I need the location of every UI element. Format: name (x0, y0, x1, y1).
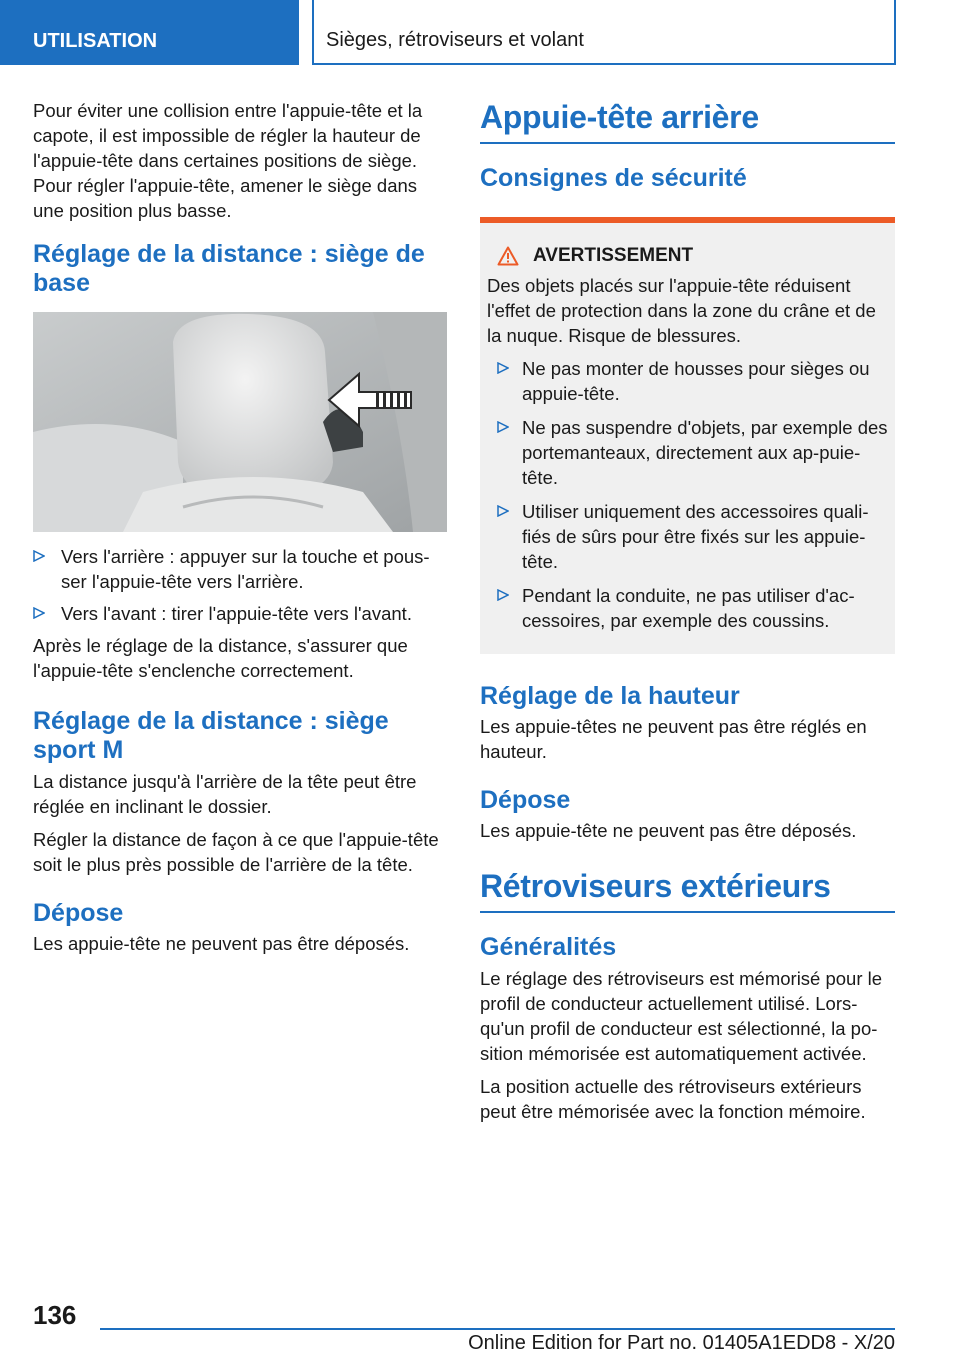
list-item-text: Ne pas monter de housses pour sièges ou appuie-tête. (522, 358, 870, 404)
list-item-text: Vers l'avant : tirer l'appuie-tête vers l'avant. (61, 603, 412, 624)
list-item-text: Pendant la conduite, ne pas utiliser d'ac-cessoires, par exemple des coussins. (522, 585, 855, 631)
after-adjust-paragraph: Après le réglage de la distance, s'assurer que l'appuie-tête s'enclenche correctement. (33, 635, 408, 681)
triangle-bullet-icon (497, 421, 509, 433)
depose-paragraph-right: Les appuie-tête ne peuvent pas être déposés. (480, 820, 857, 841)
list-item-text: Utiliser uniquement des accessoires quali-fiés de sûrs pour être fixés sur les appuie-tête. (522, 501, 869, 572)
heading-safety: Consignes de sécurité (480, 164, 747, 192)
triangle-bullet-icon (33, 607, 45, 619)
sport-paragraph-1: La distance jusqu'à l'arrière de la tête peut être réglée en inclinant le dossier. (33, 771, 417, 817)
list-item-text: Vers l'arrière : appuyer sur la touche et pous-ser l'appuie-tête vers l'arrière. (61, 546, 430, 592)
list-item (487, 499, 888, 574)
list-item (487, 415, 888, 490)
heading-depose-left: Dépose (33, 899, 124, 927)
heading-sport-seat: Réglage de la distance : siège sport M (33, 707, 389, 764)
triangle-bullet-icon (497, 589, 509, 601)
height-paragraph: Les appuie-têtes ne peuvent pas être réglés en hauteur. (480, 716, 867, 762)
triangle-bullet-icon (497, 505, 509, 517)
heading-base-seat: Réglage de la distance : siège de base (33, 240, 425, 297)
heading-depose-right: Dépose (480, 786, 571, 814)
intro-paragraph: Pour éviter une collision entre l'appuie-tête et la capote, il est impossible de régler la hauteur de l'appuie-tête dans certaines positions de siège. Pour régler l'appuie-tête, amener le siège dans une position plus basse. (33, 100, 423, 221)
list-item (487, 583, 888, 633)
triangle-bullet-icon (497, 362, 509, 374)
heading-general: Généralités (480, 933, 617, 961)
triangle-bullet-icon (33, 550, 45, 562)
left-column (33, 98, 447, 956)
general-paragraph-2: La position actuelle des rétroviseurs extérieurs peut être mémorisée avec la fonction mémoire. (480, 1076, 866, 1122)
list-item (33, 544, 447, 594)
footer-edition: Online Edition for Part no. 01405A1EDD8 - X/20 (468, 1332, 895, 1354)
footer-divider (100, 1328, 895, 1330)
heading-rear-headrest: Appuie-tête arrière (480, 98, 895, 144)
heading-exterior-mirrors: Rétroviseurs extérieurs (480, 867, 895, 913)
warning-text: Des objets placés sur l'appuie-tête réduisent l'effet de protection dans la zone du crâne et de la nuque. Risque de blessures. (487, 275, 876, 346)
right-column (480, 98, 895, 1124)
list-item-text: Ne pas suspendre d'objets, par exemple des portemanteaux, directement aux ap-puie-tête. (522, 417, 888, 488)
list-item (487, 356, 888, 406)
header-section: UTILISATION (0, 0, 299, 65)
headrest-steps-list (33, 544, 447, 626)
general-paragraph-1: Le réglage des rétroviseurs est mémorisé pour le profil de conducteur actuellement utilisé. Lors-qu'un profil de conducteur est sélectionné, la po-sition mémorisée est automatiquement activée. (480, 968, 883, 1064)
warning-list (487, 356, 888, 633)
warning-box (480, 217, 895, 654)
sport-paragraph-2: Régler la distance de façon à ce que l'appuie-tête soit le plus près possible de l'arrière de la tête. (33, 829, 439, 875)
warning-icon (497, 246, 519, 266)
headrest-photo (33, 312, 447, 532)
depose-paragraph-left: Les appuie-tête ne peuvent pas être déposés. (33, 933, 410, 954)
warning-label: AVERTISSEMENT (533, 245, 694, 266)
warning-header (487, 245, 888, 267)
page-number: 136 (33, 1300, 77, 1330)
list-item (33, 601, 447, 626)
header-chapter-title: Sièges, rétroviseurs et volant (312, 0, 896, 65)
heading-height: Réglage de la hauteur (480, 682, 740, 710)
